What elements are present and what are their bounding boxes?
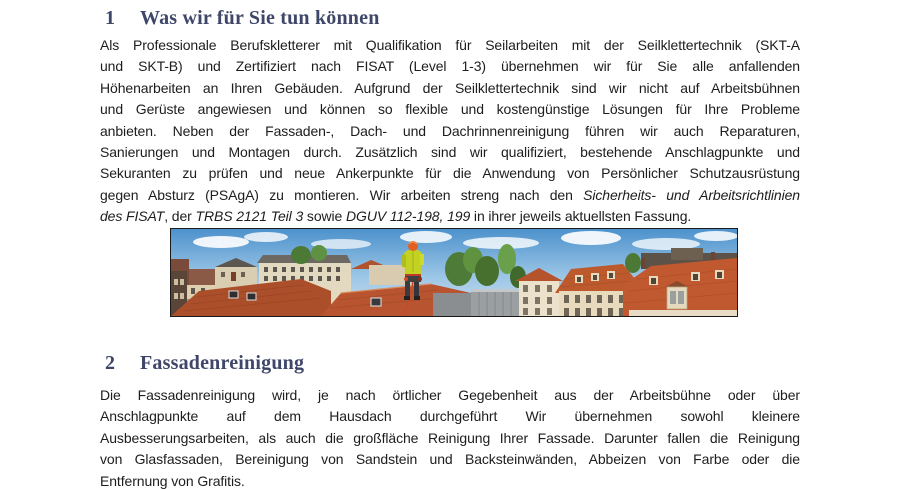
paragraph-line: Sekuranten zu prüfen und neue Ankerpunkte für die Anwendung von Persönlicher Schutzausrüstung (100, 165, 800, 182)
paragraph-line: und Gerüste angewiesen und können so flexible und kostengünstige Lösungen für Ihre Probleme (100, 101, 800, 118)
paragraph-line: anbieten. Neben der Fassaden-, Dach- und Dachrinnenreinigung führen wir auch Reparaturen, (100, 122, 800, 139)
paragraph-line: Die Fassadenreinigung wird, je nach örtlicher Gegebenheit aus der Arbeitsbühne oder über (100, 387, 800, 403)
paragraph-line: Sanierungen und Montagen durch. Zusätzlich sind wir qualifiziert, bestehende Anschlagpunkte und (100, 143, 800, 160)
paragraph-line: Ausbesserungsarbeiten, als auch die großfläche Reinigung Ihrer Fassade. Darunter fallen die Reinigung (100, 429, 800, 446)
paragraph-line: und SKT-B) und Zertifiziert nach FISAT (Level 1-3) übernehmen wir für Sie alle anfallenden (100, 58, 800, 75)
rooftop-panorama-illustration (171, 229, 737, 316)
paragraph-line: Höhenarbeiten an Ihren Gebäuden. Aufgrund der Seilklettertechnik sind wir nicht auf Arbeitsbühnen (100, 79, 800, 96)
paragraph-line: von Glasfassaden, Bereinigung von Sandstein und Backsteinwänden, Abbeizen von Farbe oder die (100, 451, 800, 468)
section-1-number: 1 (105, 7, 116, 29)
section-1-heading (105, 6, 380, 30)
paragraph-line: Anschlagpunkte auf dem Hausdach durchgeführt Wir übernehmen sowohl kleinere (100, 408, 800, 425)
section-2-number: 2 (105, 352, 116, 374)
section-1-title: Was wir für Sie tun können (140, 7, 380, 29)
paragraph-line: Entfernung von Grafitis. (100, 472, 245, 489)
paragraph-line: gegen Absturz (PSAgA) zu montieren. Wir arbeiten streng nach den Sicherheits- und Arbeitsrichtlinien (100, 186, 800, 203)
paragraph-line: des FISAT, der TRBS 2121 Teil 3 sowie DGUV 112-198, 199 in ihrer jeweils aktuellsten Fassung. (100, 208, 692, 225)
section-2-paragraph (100, 385, 800, 489)
section-2-heading (105, 351, 304, 375)
section-1-paragraph (100, 35, 800, 228)
paragraph-line: Als Professionale Berufskletterer mit Qualifikation für Seilarbeiten mit der Seilklettertechnik (SKT-A (100, 37, 800, 53)
section-2-title: Fassadenreinigung (140, 352, 305, 374)
rooftop-climber-photo (170, 228, 738, 317)
